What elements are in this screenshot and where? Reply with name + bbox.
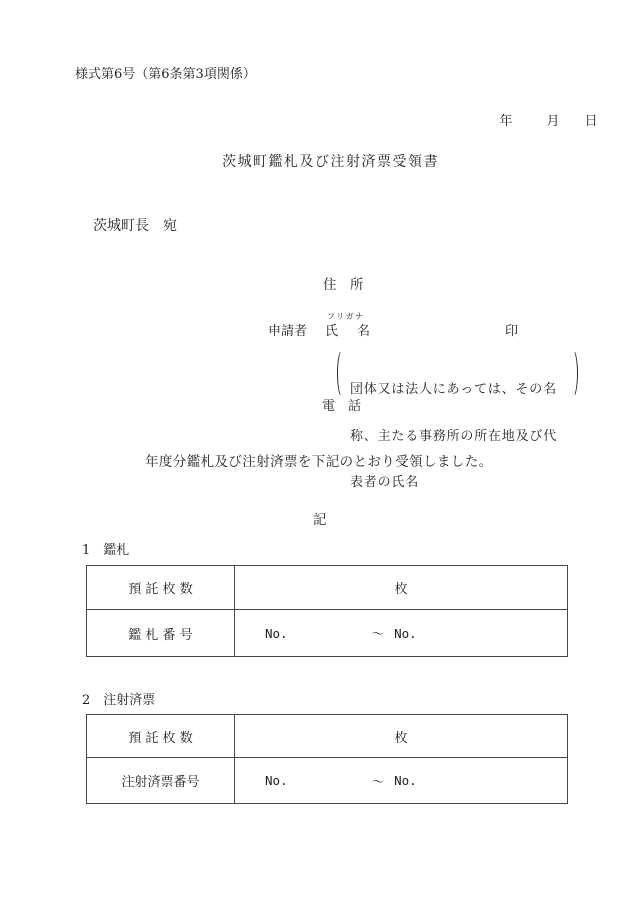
corporate-note-line: 称、主たる事務所の所在地及び代 xyxy=(350,428,558,444)
table-row xyxy=(87,566,567,609)
deposit-count-unit: 枚 xyxy=(394,730,408,746)
addressee: 茨城町長 宛 xyxy=(93,218,177,234)
license-table xyxy=(86,565,568,657)
record-marker: 記 xyxy=(313,512,327,528)
corporate-note-line: 団体又は法人にあっては、その名 xyxy=(350,382,557,397)
deposit-count-label: 預 託 枚 数 xyxy=(87,715,235,757)
phone-label: 電 話 xyxy=(322,399,362,414)
left-parenthesis xyxy=(337,349,348,398)
deposit-count-unit: 枚 xyxy=(394,582,408,597)
section-2-heading: 2 注射済票 xyxy=(82,693,156,708)
corporate-note-line: 表者の氏名 xyxy=(350,475,420,490)
number-to-prefix: No. xyxy=(394,625,417,641)
deposit-count-label: 預 託 枚 数 xyxy=(87,566,235,609)
table-row xyxy=(87,757,567,803)
right-parenthesis xyxy=(567,349,578,398)
vaccination-tag-number-label: 注射済票番号 xyxy=(87,758,235,803)
range-tilde: ～ xyxy=(371,626,385,641)
vaccination-tag-table xyxy=(86,714,568,804)
date-month-label: 月 xyxy=(546,113,560,129)
date-day-label: 日 xyxy=(584,113,598,129)
table-row xyxy=(87,609,567,656)
vaccination-tag-number-range xyxy=(235,758,567,803)
receipt-statement: 年度分鑑札及び注射済票を下記のとおり受領しました。 xyxy=(145,454,493,470)
applicant-label: 申請者 xyxy=(268,324,308,339)
license-number-label: 鑑 札 番 号 xyxy=(87,610,235,656)
number-to-prefix: No. xyxy=(394,773,417,788)
name-label: 氏 名 xyxy=(325,324,374,339)
number-from-prefix: No. xyxy=(265,773,288,788)
form-number: 様式第6号（第6条第3項関係） xyxy=(75,67,256,82)
date-year-label: 年 xyxy=(499,113,513,129)
corporate-note xyxy=(350,351,557,522)
range-tilde: ～ xyxy=(371,773,385,789)
date-line xyxy=(483,100,598,145)
number-from-prefix: No. xyxy=(265,625,288,641)
address-label: 住 所 xyxy=(323,277,364,293)
seal-label: 印 xyxy=(505,324,519,339)
license-number-range xyxy=(235,610,567,656)
document-title: 茨城町鑑札及び注射済票受領書 xyxy=(222,154,439,170)
furigana-label: フリガナ xyxy=(327,312,365,321)
section-1-heading: 1 鑑札 xyxy=(82,543,130,558)
table-row xyxy=(87,715,567,757)
